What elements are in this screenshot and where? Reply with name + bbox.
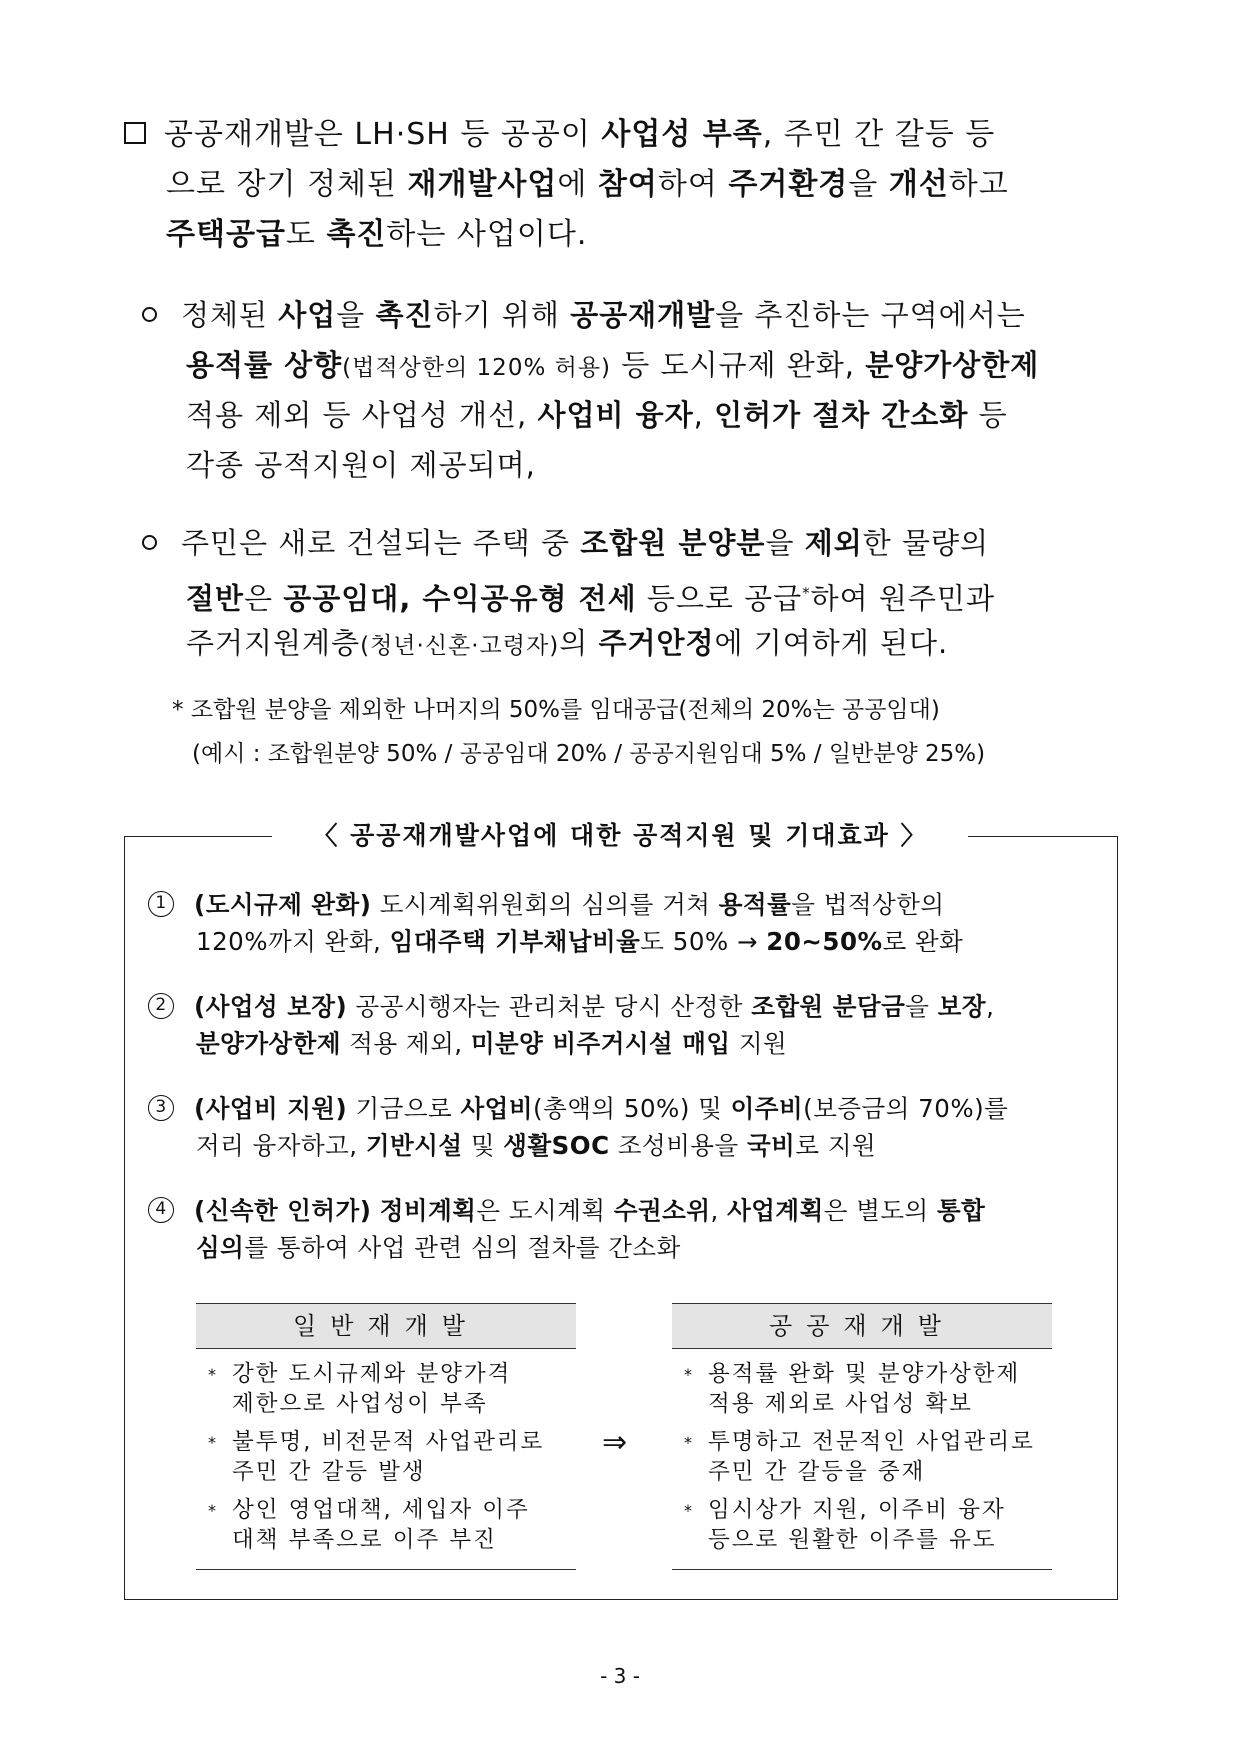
- bullet1-line-1: 정체된 사업을 촉진하기 위해 공공재개발을 추진하는 구역에서는: [142, 290, 1127, 340]
- comparison-general-header: 일반재개발: [196, 1303, 576, 1349]
- comparison-public-list: [672, 1349, 1052, 1570]
- asterisk-icon: *: [208, 1364, 218, 1384]
- support-item-2: [148, 988, 1108, 1062]
- bullet-circle-icon: [142, 535, 157, 550]
- bullet-block-2: [142, 518, 1127, 668]
- checkbox-square-icon: [124, 122, 146, 144]
- list-item: * 임시상가 지원, 이주비 융자 등으로 원활한 이주를 유도: [684, 1497, 1006, 1553]
- support-item-4: [148, 1192, 1108, 1266]
- bullet2-line-3: 주거지원계층(청년·신혼·고령자)의 주거안정에 기여하게 된다.: [186, 626, 949, 660]
- comparison-public: [672, 1303, 1052, 1570]
- double-arrow-icon: ⇒: [602, 1425, 628, 1460]
- bullet1-line-3: 적용 제외 등 사업성 개선, 사업비 융자, 인허가 절차 간소화 등: [186, 398, 1008, 432]
- comparison-general-list: [196, 1349, 576, 1570]
- bullet-circle-icon: [142, 307, 157, 322]
- circled-number-1: 1: [148, 891, 174, 917]
- bullet1-line-4: 각종 공적지원이 제공되며,: [186, 448, 536, 482]
- list-item: * 투명하고 전문적인 사업관리로 주민 간 갈등을 중재: [684, 1429, 1035, 1485]
- main-line-2: 으로 장기 정체된 재개발사업에 참여하여 주거환경을 개선하고: [166, 167, 1009, 202]
- support-item-1-line-2: 120%까지 완화, 임대주택 기부채납비율도 50% → 20~50%로 완화: [196, 927, 964, 956]
- support-item-2-line-2: 분양가상한제 적용 제외, 미분양 비주거시설 매입 지원: [196, 1029, 788, 1058]
- asterisk-icon: *: [208, 1432, 218, 1452]
- support-item-1: [148, 886, 1108, 960]
- list-item: * 강한 도시규제와 분양가격 제한으로 사업성이 부족: [208, 1361, 512, 1417]
- circled-number-3: 3: [148, 1095, 174, 1121]
- list-item: * 상인 영업대책, 세입자 이주 대책 부족으로 이주 부진: [208, 1497, 530, 1553]
- main-line-1: 공공재개발은 LH·SH 등 공공이 사업성 부족, 주민 간 갈등 등: [124, 110, 1084, 160]
- footnote-2: (예시 : 조합원분양 50% / 공공임대 20% / 공공지원임대 5% / 일반분양 25%): [192, 741, 986, 767]
- support-item-4-line-1: 4 (신속한 인허가) 정비계획은 도시계획 수권소위, 사업계획은 별도의 통합: [148, 1192, 1108, 1229]
- bullet2-line-2: 절반은 공공임대, 수익공유형 전세 등으로 공급*하여 원주민과: [186, 581, 995, 616]
- support-box-title: 〈 공공재개발사업에 대한 공적지원 및 기대효과 〉: [272, 818, 968, 854]
- support-item-3-line-2: 저리 융자하고, 기반시설 및 생활SOC 조성비용을 국비로 지원: [196, 1131, 877, 1160]
- page-number: - 3 -: [600, 1664, 640, 1688]
- circled-number-2: 2: [148, 993, 174, 1019]
- footnote-1: * 조합원 분양을 제외한 나머지의 50%를 임대공급(전체의 20%는 공공임대): [172, 697, 940, 723]
- bullet2-line-1: 주민은 새로 건설되는 주택 중 조합원 분양분을 제외한 물량의: [142, 518, 1127, 568]
- support-item-4-line-2: 심의를 통하여 사업 관련 심의 절차를 간소화: [196, 1233, 681, 1262]
- list-item: * 불투명, 비전문적 사업관리로 주민 간 갈등 발생: [208, 1429, 545, 1485]
- comparison-general: [196, 1303, 576, 1570]
- asterisk-icon: *: [684, 1432, 694, 1452]
- comparison-public-header: 공공재개발: [672, 1303, 1052, 1349]
- bullet1-line-2: 용적률 상향(법적상한의 120% 허용) 등 도시규제 완화, 분양가상한제: [186, 348, 1040, 382]
- support-item-1-line-1: 1 (도시규제 완화) 도시계획위원회의 심의를 거쳐 용적률을 법적상한의: [148, 886, 1108, 923]
- asterisk-icon: *: [208, 1500, 218, 1520]
- list-item: * 용적률 완화 및 분양가상한제 적용 제외로 사업성 확보: [684, 1361, 1021, 1417]
- main-paragraph: [124, 110, 1084, 260]
- footnotes: [172, 688, 1132, 776]
- bullet-block-1: [142, 290, 1127, 490]
- circled-number-4: 4: [148, 1197, 174, 1223]
- main-line-3: 주택공급도 촉진하는 사업이다.: [166, 217, 588, 252]
- support-item-2-line-1: 2 (사업성 보장) 공공시행자는 관리처분 당시 산정한 조합원 분담금을 보장,: [148, 988, 1108, 1025]
- support-item-3: [148, 1090, 1108, 1164]
- asterisk-icon: *: [684, 1500, 694, 1520]
- support-item-3-line-1: 3 (사업비 지원) 기금으로 사업비(총액의 50%) 및 이주비(보증금의 70%)를: [148, 1090, 1108, 1127]
- asterisk-icon: *: [684, 1364, 694, 1384]
